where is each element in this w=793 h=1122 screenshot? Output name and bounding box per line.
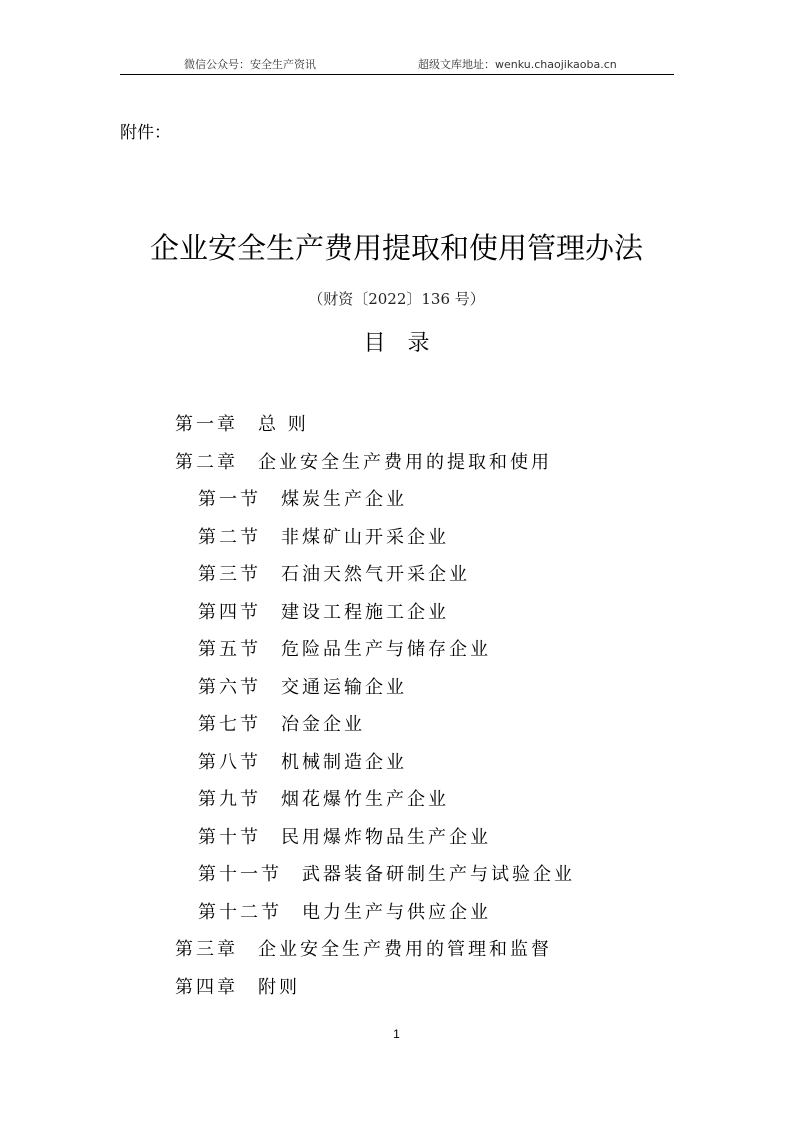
toc-item <box>175 412 575 450</box>
toc-item-title: 电力生产与供应企业 <box>302 901 491 923</box>
toc-item-number: 第一章 <box>175 414 238 435</box>
toc-item <box>175 487 575 525</box>
toc-item-number: 第十二节 <box>198 901 282 923</box>
toc-item-number: 第二章 <box>175 451 238 473</box>
page-number: 1 <box>393 1027 400 1041</box>
toc-item-title: 非煤矿山开采企业 <box>281 526 449 548</box>
toc-item <box>175 787 575 825</box>
toc-item-number: 第四节 <box>198 601 261 623</box>
toc-item-number: 第三节 <box>198 564 261 585</box>
toc-item-title: 烟花爆竹生产企业 <box>281 789 449 810</box>
toc-item-number: 第二节 <box>198 526 261 548</box>
toc-item-title: 交通运输企业 <box>281 676 407 698</box>
toc-item-title: 企业安全生产费用的提取和使用 <box>258 451 552 473</box>
toc-heading: 目录 <box>363 331 452 356</box>
toc-item-number: 第一节 <box>198 489 261 510</box>
toc-item <box>175 637 575 675</box>
document-title: 企业安全生产费用提取和使用管理办法 <box>149 231 643 265</box>
toc-item-title: 建设工程施工企业 <box>281 601 449 623</box>
toc-item-number: 第三章 <box>175 939 238 960</box>
toc-item-title: 石油天然气开采企业 <box>281 564 470 585</box>
toc-item <box>175 937 575 975</box>
toc-item <box>175 450 575 488</box>
toc-item <box>175 825 575 863</box>
document-number: （财资〔2022〕136 号） <box>308 290 485 308</box>
toc-item-title: 企业安全生产费用的管理和监督 <box>258 939 552 960</box>
attachment-label: 附件： <box>120 123 171 143</box>
toc-item-number: 第八节 <box>198 751 261 773</box>
toc-item <box>175 562 575 600</box>
toc-item-number: 第六节 <box>198 676 261 698</box>
toc-item-number: 第七节 <box>198 714 261 735</box>
toc-item-title: 附则 <box>258 976 300 998</box>
toc-item-number: 第九节 <box>198 789 261 810</box>
toc-item-number: 第五节 <box>198 639 261 660</box>
toc-item-number: 第十一节 <box>198 864 282 885</box>
toc-item-number: 第四章 <box>175 976 238 998</box>
toc-item-title: 机械制造企业 <box>281 751 407 773</box>
toc-item <box>175 675 575 713</box>
header-website: 超级文库地址：wenku.chaojikaoba.cn <box>418 58 617 71</box>
toc-item <box>175 975 575 1013</box>
toc-item <box>175 525 575 563</box>
toc-item <box>175 712 575 750</box>
table-of-contents <box>175 412 575 1012</box>
toc-item <box>175 750 575 788</box>
toc-item <box>175 900 575 938</box>
toc-item-title: 煤炭生产企业 <box>281 489 407 510</box>
page-header <box>120 56 674 75</box>
toc-item-title: 武器装备研制生产与试验企业 <box>302 864 575 885</box>
toc-item-title: 总 则 <box>258 414 309 435</box>
toc-item-title: 危险品生产与储存企业 <box>281 639 491 660</box>
toc-item <box>175 862 575 900</box>
toc-item-title: 民用爆炸物品生产企业 <box>281 826 491 848</box>
toc-item-title: 冶金企业 <box>281 714 365 735</box>
toc-item <box>175 600 575 638</box>
header-wechat: 微信公众号：安全生产资讯 <box>184 58 316 71</box>
toc-item-number: 第十节 <box>198 826 261 848</box>
